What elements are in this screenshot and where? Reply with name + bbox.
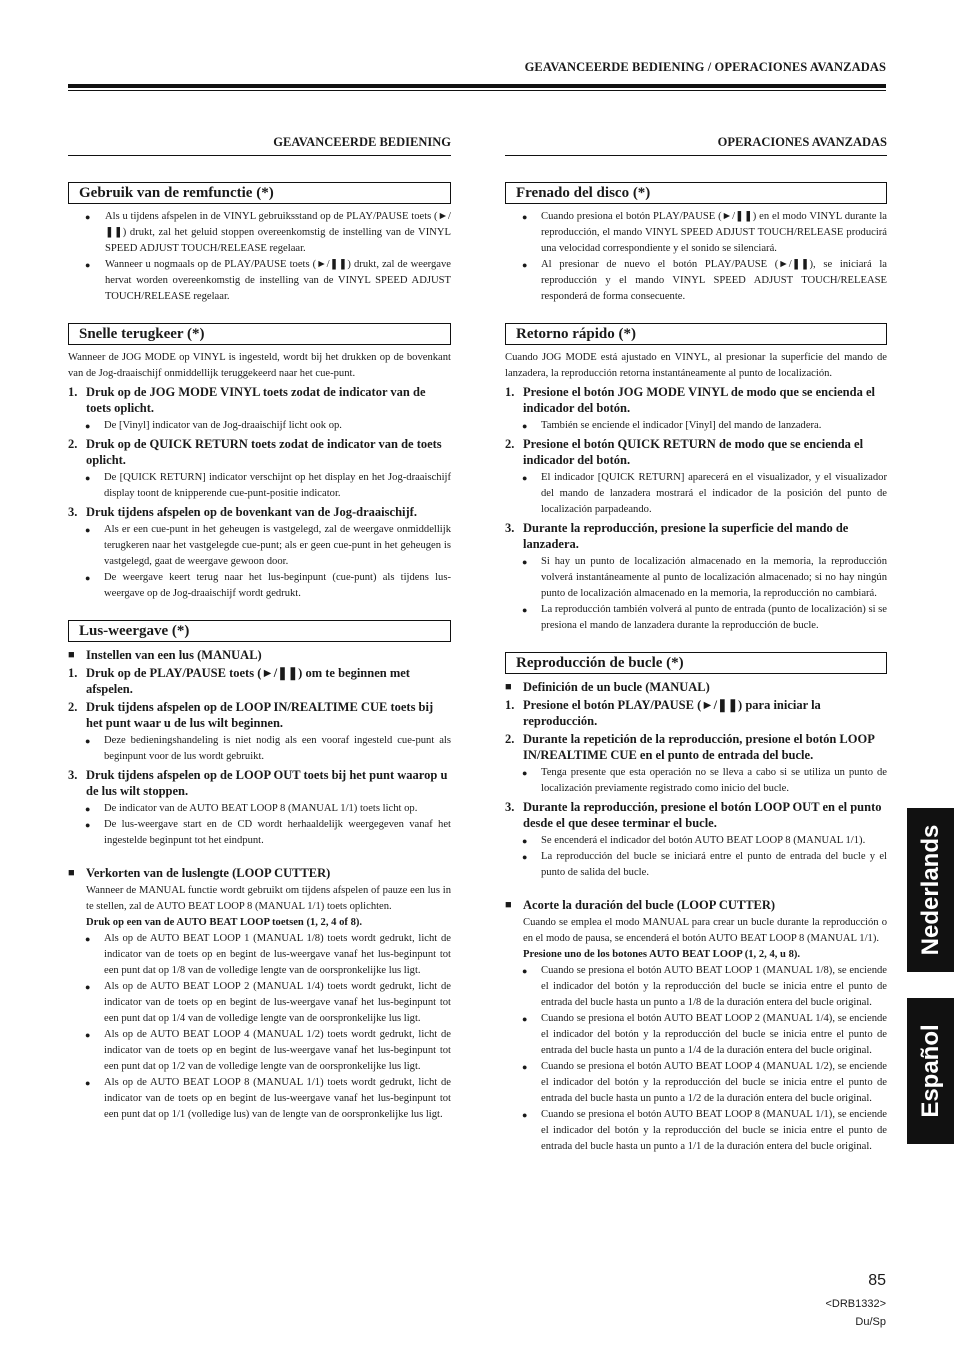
step-2: 2. Presione el botón QUICK RETURN de modo que se encienda el indicador del botón. xyxy=(505,437,864,467)
step-text: Druk op de JOG MODE VINYL toets zodat de indicator van de toets oplicht. xyxy=(86,385,426,415)
step-text: Druk tijdens afspelen op de LOOP OUT toets bij het punt waarop u de lus wilt stoppen. xyxy=(86,768,448,798)
bullet: ● Als op de AUTO BEAT LOOP 8 (MANUAL 1/1) toets wordt gedrukt, licht de indicator van de toets op en begint de lus-weergave vanaf het lus-beginpunt tot een punt dat op 1/1 (volledige lus) van de lengte van de oorspronkelijke lus ligt. xyxy=(68,1075,451,1123)
step-text: Presione el botón PLAY/PAUSE (►/❚❚) para iniciar la reproducción. xyxy=(523,698,821,728)
intro-text: Wanneer de MANUAL functie wordt gebruikt om tijdens afspelen of pauze een lus in te stellen, zal de AUTO BEAT LOOP 8 (MANUAL 1/1) toets oplichten. xyxy=(86,885,451,912)
running-header: GEAVANCEERDE BEDIENING / OPERACIONES AVANZADAS xyxy=(524,60,886,74)
right-column-rule xyxy=(505,155,887,156)
bullet: ● De weergave keert terug naar het lus-beginpunt (cue-punt) als tijdens lus-weergave op de Jog-draaischijf wordt gedrukt. xyxy=(68,570,451,602)
step-text: Druk op de QUICK RETURN toets zodat de indicator van de toets oplicht. xyxy=(86,437,442,467)
subheading-loop-cutter: ■ Acorte la duración del bucle (LOOP CUTTER) xyxy=(505,897,887,913)
section-title-loop: Lus-weergave (*) xyxy=(68,620,451,642)
bullet: ● Als op de AUTO BEAT LOOP 2 (MANUAL 1/4) toets wordt gedrukt, licht de indicator van de toets op en begint de lus-weergave vanaf het lus-beginpunt tot een punt dat op 1/4 van de volledige lengte van de oorspronkelijke lus ligt. xyxy=(68,979,451,1027)
subheading-set-loop: ■ Definición de un bucle (MANUAL) xyxy=(505,679,887,695)
intro-text: Cuando JOG MODE está ajustado en VINYL, al presionar la superficie del mando de lanzadera, la reproducción retorna instantáneamente al punto de localización. xyxy=(505,352,887,379)
section-title-loop: Reproducción de bucle (*) xyxy=(505,652,887,674)
bullet: ● Wanneer u nogmaals op de PLAY/PAUSE toets (►/❚❚) drukt, zal de weergave hervat worden overeenkomstig de instelling van de VINYL SPEED ADJUST TOUCH/RELEASE regelaar. xyxy=(68,257,451,305)
section-title-brake: Gebruik van de remfunctie (*) xyxy=(68,182,451,204)
bullet: ● Als op de AUTO BEAT LOOP 4 (MANUAL 1/2) toets wordt gedrukt, licht de indicator van de toets op en begint de lus-weergave vanaf het lus-beginpunt tot een punt dat op 1/2 van de volledige lengte van de oorspronkelijke lus ligt. xyxy=(68,1027,451,1075)
step-text: Presione el botón JOG MODE VINYL de modo que se encienda el indicador del botón. xyxy=(523,385,875,415)
left-column-title: GEAVANCEERDE BEDIENING xyxy=(273,135,451,149)
bullet: ● Als op de AUTO BEAT LOOP 1 (MANUAL 1/8) toets wordt gedrukt, licht de indicator van de toets op en begint de lus-weergave vanaf het lus-beginpunt tot een punt dat op 1/8 van de volledige lengte van de oorspronkelijke lus ligt. xyxy=(68,931,451,979)
left-column xyxy=(68,182,451,1123)
bullet: ● El indicador [QUICK RETURN] aparecerá en el visualizador, y el visualizador del mando de lanzadera mostrará el indicador de la posición del punto de localización parpadeando. xyxy=(505,470,887,518)
bullet: ● Cuando se presiona el botón AUTO BEAT LOOP 8 (MANUAL 1/1), se enciende el indicador del botón y la reproducción del bucle se inicia entre el punto de entrada del bucle hasta un punto a 1/1 de la duración entera del bucle original. xyxy=(505,1107,887,1155)
bullet: ● De lus-weergave start en de CD wordt herhaaldelijk weergegeven vanaf het ingestelde beginpunt tot het eindpunt. xyxy=(68,817,451,849)
step-3: 3. Druk tijdens afspelen op de LOOP OUT toets bij het punt waarop u de lus wilt stoppen. xyxy=(68,768,448,798)
right-column xyxy=(505,182,887,1155)
bullet: ● Cuando presiona el botón PLAY/PAUSE (►/❚❚) en el modo VINYL durante la reproducción, el mando VINYL SPEED ADJUST TOUCH/RELEASE producirá una velocidad correspondiente y el sonido se silenciará. xyxy=(505,209,887,257)
step-text: Druk op de PLAY/PAUSE toets (►/❚❚) om te beginnen met afspelen. xyxy=(86,666,410,696)
section-title-brake: Frenado del disco (*) xyxy=(505,182,887,204)
step-text: Durante la repetición de la reproducción, presione el botón LOOP IN/REALTIME CUE en el punto de entrada del bucle. xyxy=(523,732,875,762)
step-text: Durante la reproducción, presione la superficie del mando de lanzadera. xyxy=(523,521,849,551)
left-column-rule xyxy=(68,155,451,156)
right-column-title: OPERACIONES AVANZADAS xyxy=(717,135,887,149)
step-1: 1. Druk op de PLAY/PAUSE toets (►/❚❚) om te beginnen met afspelen. xyxy=(68,666,410,696)
step-text: Durante la reproducción, presione el botón LOOP OUT en el punto desde el que desee terminar el bucle. xyxy=(523,800,882,830)
side-tab-nederlands xyxy=(907,808,954,972)
bullet: ● De [QUICK RETURN] indicator verschijnt op het display en het Jog-draaischijf display toont de knipperende cue-punt-positie indicator. xyxy=(68,470,451,502)
bullet: ● Cuando se presiona el botón AUTO BEAT LOOP 2 (MANUAL 1/4), se enciende el indicador del botón y la reproducción del bucle se inicia entre el punto de entrada del bucle hasta un punto a 1/4 de la duración entera del bucle original. xyxy=(505,1011,887,1059)
bullet: ● De indicator van de AUTO BEAT LOOP 8 (MANUAL 1/1) toets licht op. xyxy=(68,801,451,817)
side-tab-espanol xyxy=(907,998,954,1144)
header-rule-thick xyxy=(68,84,886,88)
bullet: ● Tenga presente que esta operación no se lleva a cabo si se utiliza un punto de localización previamente registrado como inicio del bucle. xyxy=(505,765,887,797)
step-1: 1. Presione el botón PLAY/PAUSE (►/❚❚) para iniciar la reproducción. xyxy=(505,698,821,728)
step-2: 2. Durante la repetición de la reproducción, presione el botón LOOP IN/REALTIME CUE en el punto de entrada del bucle. xyxy=(505,732,875,762)
step-text: Druk tijdens afspelen op de bovenkant van de Jog-draaischijf. xyxy=(86,505,417,519)
bullet: ● Deze bedieningshandeling is niet nodig als een vooraf ingesteld cue-punt als beginpunt voor de lus wordt gebruikt. xyxy=(68,733,451,765)
intro-text: Cuando se emplea el modo MANUAL para crear un bucle durante la reproducción o en el modo de pausa, se encenderá el botón AUTO BEAT LOOP 8 (MANUAL 1/1). xyxy=(523,917,887,944)
intro-text: Wanneer de JOG MODE op VINYL is ingesteld, wordt bij het drukken op de bovenkant van de Jog-draaischijf onmiddellijk teruggekeerd naar het cue-punt. xyxy=(68,352,451,379)
bullet: ● Al presionar de nuevo el botón PLAY/PAUSE (►/❚❚), se iniciará la reproducción y el mando VINYL SPEED ADJUST TOUCH/RELEASE responderá de forma consecuente. xyxy=(505,257,887,305)
bullet: ● Si hay un punto de localización almacenado en la memoria, la reproducción volverá instantáneamente al punto de localización almacenado; si no hay ningún punto de localización almacenado en la memoria, la reproducción no cambiará. xyxy=(505,554,887,602)
side-tab-label: Español xyxy=(916,1024,944,1118)
bullet: ● La reproducción también volverá al punto de entrada (punto de localización) si se presiona el mando de lanzadera durante la reproducción de bucle. xyxy=(505,602,887,634)
bullet: ● Als u tijdens afspelen in de VINYL gebruiksstand op de PLAY/PAUSE toets (►/❚❚) drukt, zal het geluid stoppen overeenkomstig de instelling van de VINYL SPEED ADJUST TOUCH/RELEASE regelaar. xyxy=(68,209,451,257)
step-1: 1. Druk op de JOG MODE VINYL toets zodat de indicator van de toets oplicht. xyxy=(68,385,426,415)
step-text: Druk tijdens afspelen op de LOOP IN/REALTIME CUE toets bij het punt waar u de lus wilt beginnen. xyxy=(86,700,434,730)
section-title-quick-return: Retorno rápido (*) xyxy=(505,323,887,345)
document-code: <DRB1332> xyxy=(825,1298,886,1310)
header-rule-thin xyxy=(68,90,886,91)
step-1: 1. Presione el botón JOG MODE VINYL de modo que se encienda el indicador del botón. xyxy=(505,385,875,415)
step-2: 2. Druk tijdens afspelen op de LOOP IN/REALTIME CUE toets bij het punt waar u de lus wilt beginnen. xyxy=(68,700,434,730)
bullet: ● Cuando se presiona el botón AUTO BEAT LOOP 1 (MANUAL 1/8), se enciende el indicador del botón y la reproducción del bucle se inicia entre el punto de entrada del bucle hasta un punto a 1/8 de la duración entera del bucle original. xyxy=(505,963,887,1011)
subheading-set-loop: ■ Instellen van een lus (MANUAL) xyxy=(68,647,451,663)
section-title-quick-return: Snelle terugkeer (*) xyxy=(68,323,451,345)
step-3: 3. Durante la reproducción, presione la superficie del mando de lanzadera. xyxy=(505,521,849,551)
step-3: 3. Durante la reproducción, presione el botón LOOP OUT en el punto desde el que desee terminar el bucle. xyxy=(505,800,882,830)
bullet: ● Als er een cue-punt in het geheugen is vastgelegd, zal de weergave onmiddellijk terugkeren naar het vastgelegde cue-punt; als er geen cue-punt in het geheugen is vastgelegd, gaat de weergave gewoon door. xyxy=(68,522,451,570)
bullet: ● Cuando se presiona el botón AUTO BEAT LOOP 4 (MANUAL 1/2), se enciende el indicador del botón y la reproducción del bucle se inicia entre el punto de entrada del bucle hasta un punto a 1/2 de la duración entera del bucle original. xyxy=(505,1059,887,1107)
page-number: 85 xyxy=(868,1272,886,1289)
bullet: ● De [Vinyl] indicator van de Jog-draaischijf licht ook op. xyxy=(68,418,451,434)
subheading-loop-cutter: ■ Verkorten van de luslengte (LOOP CUTTER) xyxy=(68,865,451,881)
bullet: ● Se encenderá el indicador del botón AUTO BEAT LOOP 8 (MANUAL 1/1). xyxy=(505,833,887,849)
instruction: Presione uno de los botones AUTO BEAT LOOP (1, 2, 4, u 8). xyxy=(523,949,801,960)
bullet: ● También se enciende el indicador [Vinyl] del mando de lanzadera. xyxy=(505,418,887,434)
step-2: 2. Druk op de QUICK RETURN toets zodat de indicator van de toets oplicht. xyxy=(68,437,442,467)
step-3: 3. Druk tijdens afspelen op de bovenkant van de Jog-draaischijf. xyxy=(68,505,417,519)
bullet: ● La reproducción del bucle se iniciará entre el punto de entrada del bucle y el punto de salida del bucle. xyxy=(505,849,887,881)
language-code: Du/Sp xyxy=(855,1316,886,1328)
instruction: Druk op een van de AUTO BEAT LOOP toetsen (1, 2, 4 of 8). xyxy=(86,917,363,928)
step-text: Presione el botón QUICK RETURN de modo que se encienda el indicador del botón. xyxy=(523,437,864,467)
side-tab-label: Nederlands xyxy=(916,824,944,956)
